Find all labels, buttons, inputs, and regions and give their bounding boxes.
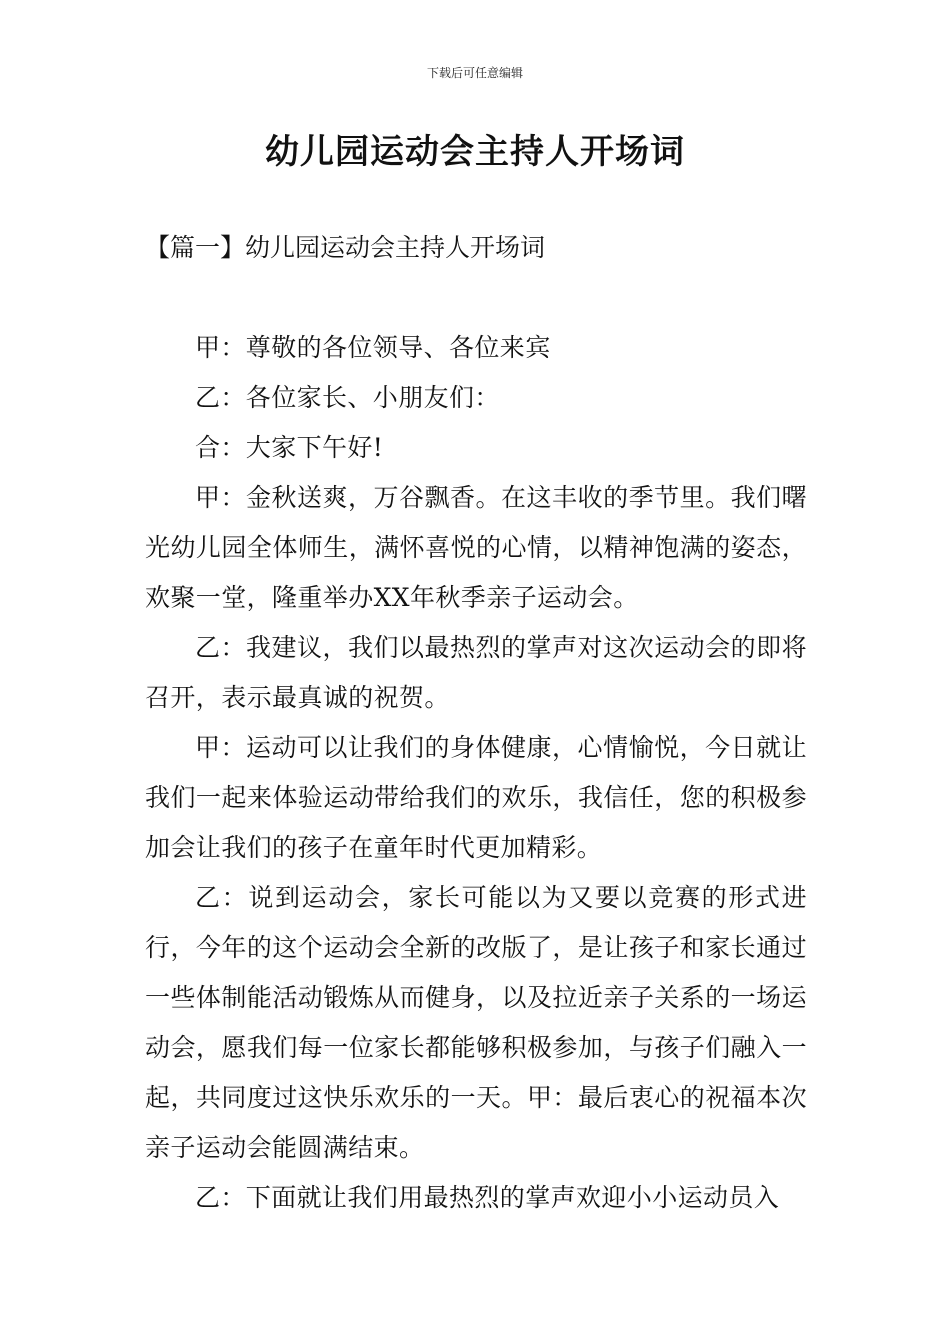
- section-heading: 【篇一】幼儿园运动会主持人开场词: [145, 233, 546, 262]
- document-title: 幼儿园运动会主持人开场词: [265, 132, 685, 172]
- header-note: 下载后可任意编辑: [426, 66, 523, 80]
- paragraph: 乙：各位家长、小朋友们：: [195, 383, 500, 412]
- paragraph: 乙：下面就让我们用最热烈的掌声欢迎小小运动员入: [195, 1183, 780, 1212]
- paragraph: 乙：说到运动会，家长可能以为又要以竞赛的形式进行，今年的这个运动会全新的改版了，是让孩子和家长通过一些体制能活动锻炼从而健身，以及拉近亲子关系的一场运动会，愿我们每一位家长都能够积极参加，与孩子们融入一起，共同度过这快乐欢乐的一天。甲：最后衷心的祝福本次亲子运动会能圆满结束。: [145, 883, 807, 1162]
- paragraph: 乙：我建议，我们以最热烈的掌声对这次运动会的即将召开，表示最真诚的祝贺。: [145, 633, 807, 712]
- paragraph: 甲：尊敬的各位领导、各位来宾: [195, 333, 551, 362]
- paragraph: 甲：金秋送爽，万谷飘香。在这丰收的季节里。我们曙光幼儿园全体师生，满怀喜悦的心情，以精神饱满的姿态，欢聚一堂，隆重举办XX年秋季亲子运动会。: [145, 483, 807, 612]
- document-body: [145, 323, 807, 1223]
- paragraph: 合：大家下午好!: [195, 433, 384, 462]
- paragraph: 甲：运动可以让我们的身体健康，心情愉悦，今日就让我们一起来体验运动带给我们的欢乐，我信任，您的积极参加会让我们的孩子在童年时代更加精彩。: [145, 733, 807, 862]
